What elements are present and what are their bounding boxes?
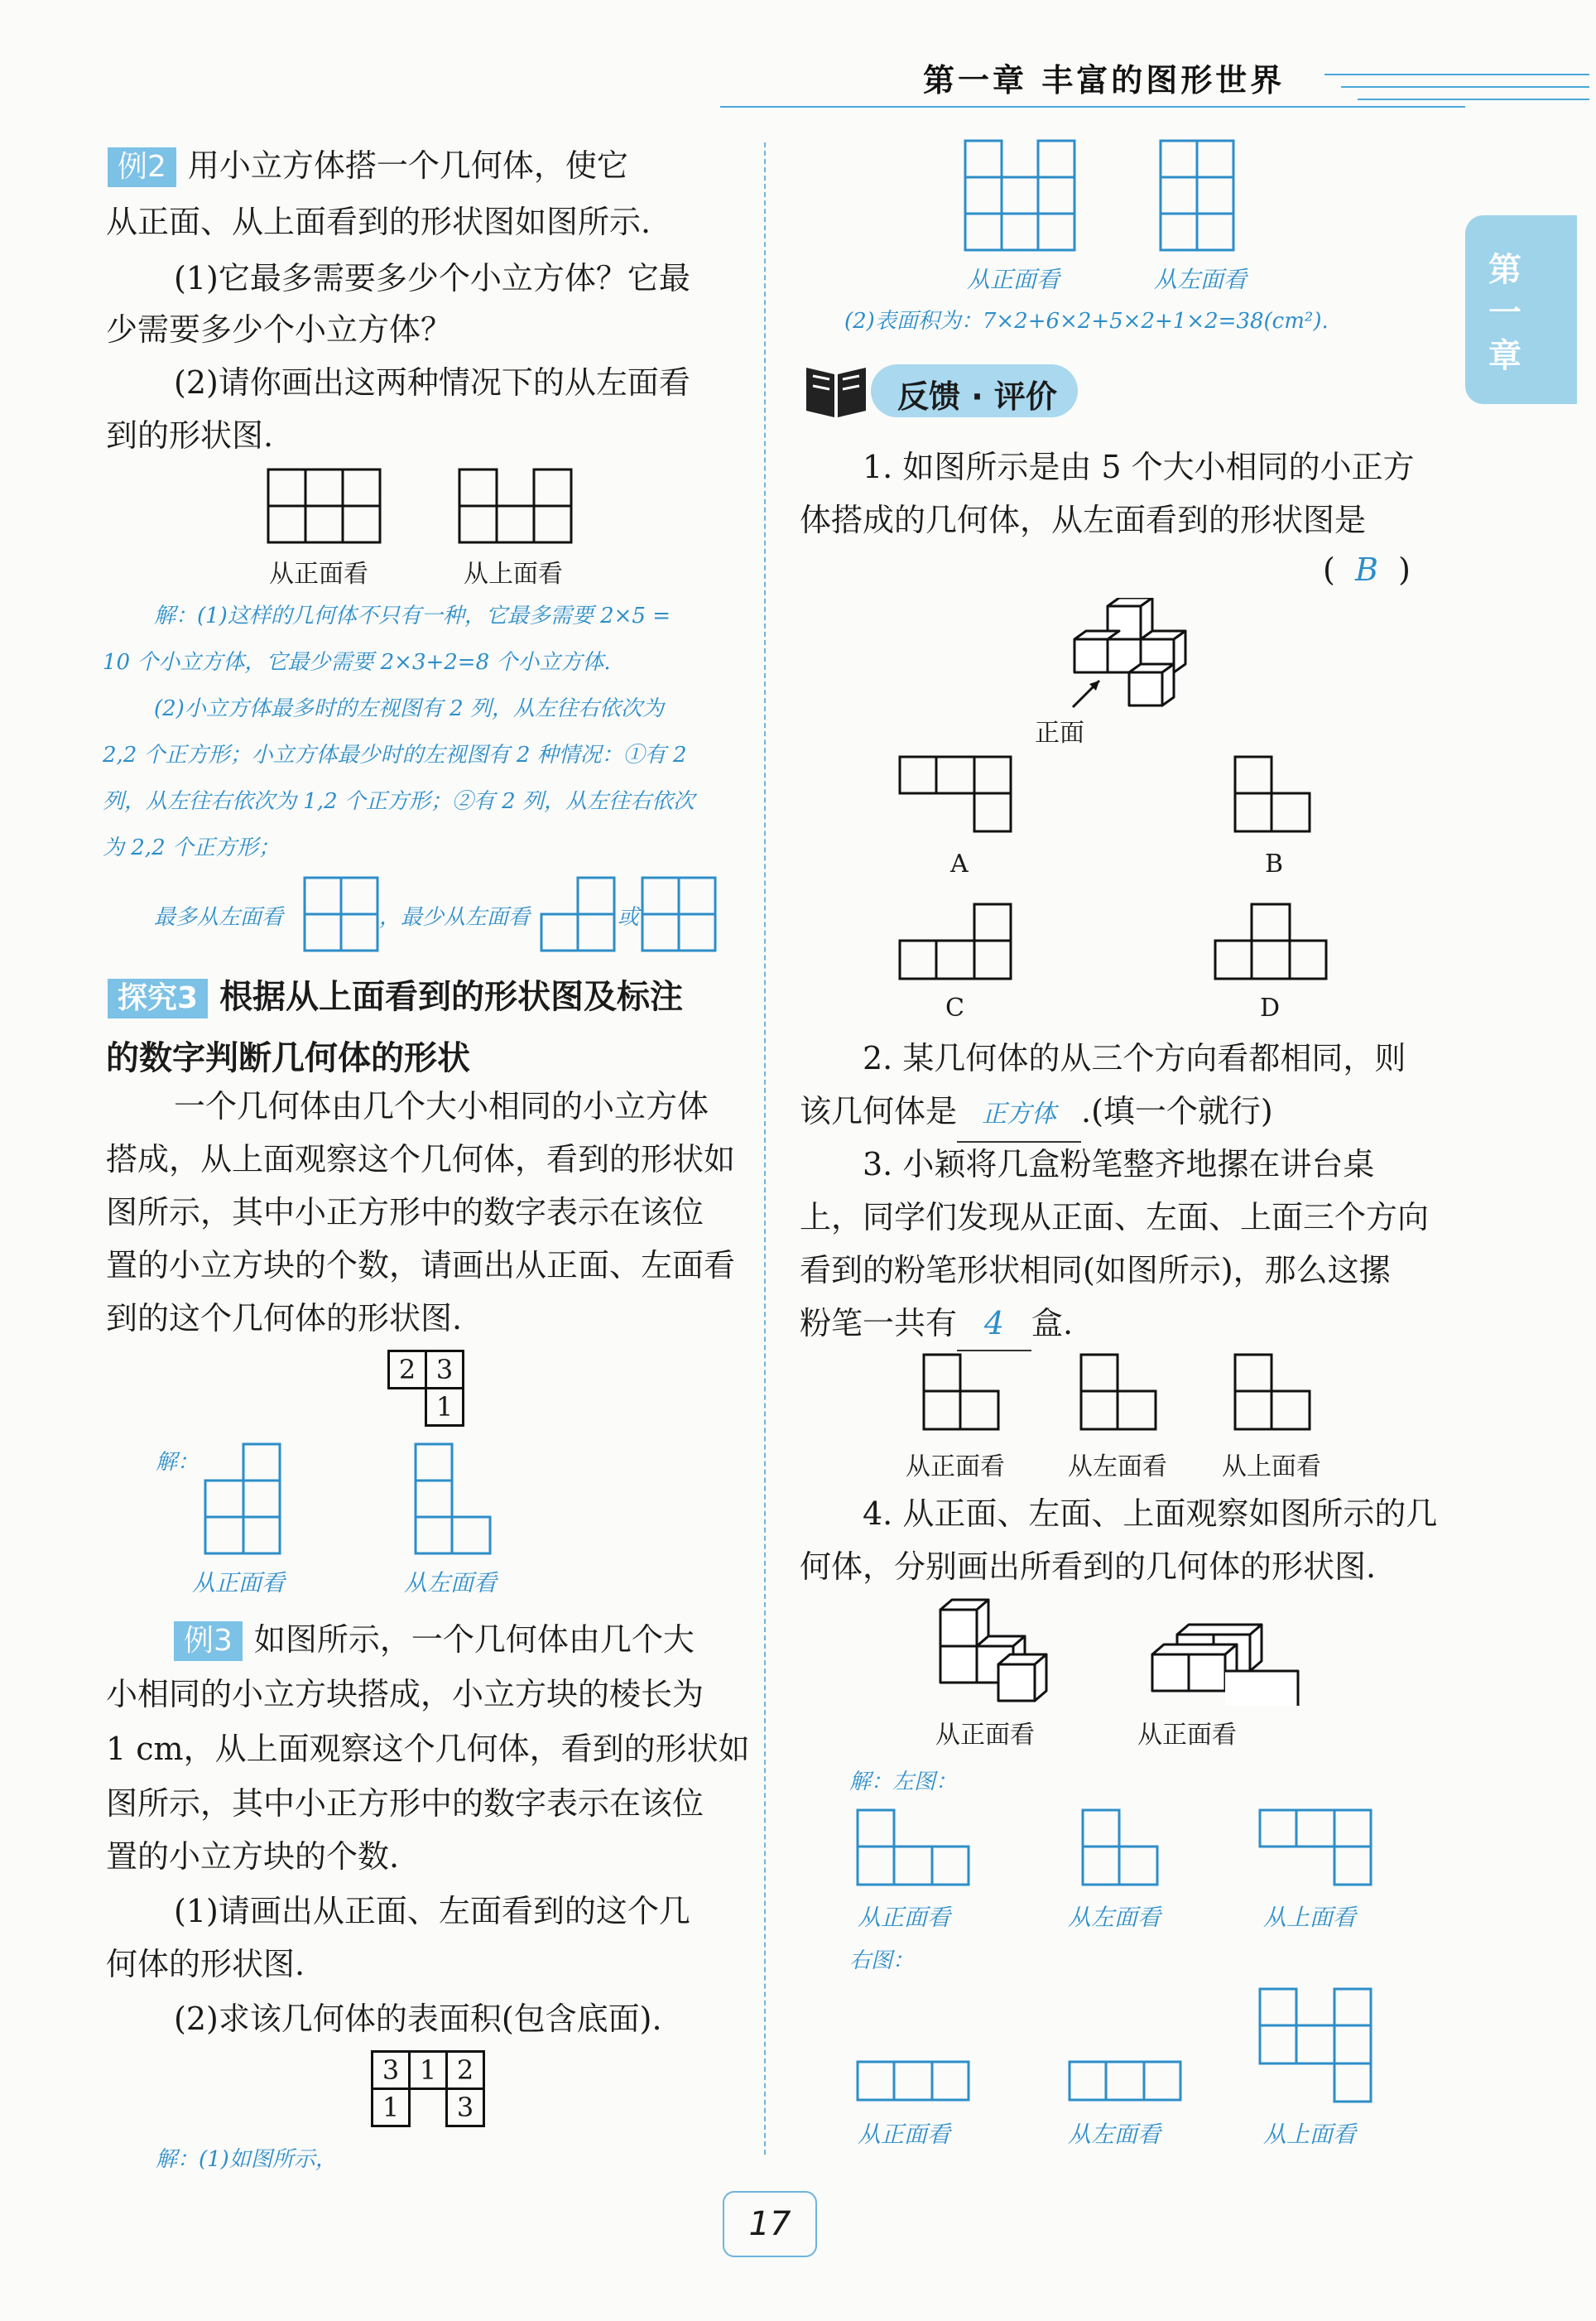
grid-cell: 3 xyxy=(425,1350,464,1389)
exploration3-heading-line2: 的数字判断几何体的形状 xyxy=(106,1039,470,1077)
book-icon xyxy=(801,358,871,424)
grid-cell: 3 xyxy=(371,2050,411,2090)
example2-top-view xyxy=(458,468,574,547)
example3-text-line: 置的小立方块的个数. xyxy=(106,1838,400,1875)
q4-solution-right-label: 右图： xyxy=(849,1948,915,1973)
exploration3-solution-label: 解： xyxy=(156,1450,200,1475)
exploration3-caption-left: 从左面看 xyxy=(404,1569,498,1596)
example2-solution-line: 列，从左往右依次为 1,2 个正方形；②有 2 列，从左往右依次 xyxy=(103,789,695,814)
exploration3-text-line: 一个几何体由几个大小相同的小立方体 xyxy=(174,1088,709,1124)
example2-line1 xyxy=(108,139,628,192)
exploration3-left-view xyxy=(412,1442,495,1558)
exploration3-text-line: 搭成，从上面观察这个几何体，看到的形状如 xyxy=(106,1141,736,1177)
q4-left-left-view xyxy=(1081,1808,1161,1888)
q1-option-d-label: D xyxy=(1260,994,1281,1023)
q4-view-caption: 从左面看 xyxy=(1068,1904,1161,1931)
q3-left-view xyxy=(1079,1353,1159,1433)
grid-cell: 1 xyxy=(425,1387,464,1427)
example2-caption-top: 从上面看 xyxy=(464,560,563,589)
q3-text-line: 3. 小颖将几盒粉笔整齐地摞在讲台桌 xyxy=(863,1146,1375,1182)
example2-q2-line1: (2)请你画出这两种情况下的从左面看 xyxy=(174,364,690,401)
example3-text-line: 图所示，其中小正方形中的数字表示在该位 xyxy=(106,1785,704,1822)
example2-solution-line: (2)小立方体最多时的左视图有 2 列，从左往右依次为 xyxy=(154,696,664,721)
q4-caption: 从正面看 xyxy=(935,1721,1035,1750)
example2-solution-line: 解：(1)这样的几何体不只有一种，它最多需要 2×5 = xyxy=(154,604,671,628)
q4-caption: 从正面看 xyxy=(1137,1721,1237,1750)
side-tab-label: 第一章 xyxy=(1488,251,1521,375)
example3-q1-line1: (1)请画出从正面、左面看到的这个几 xyxy=(174,1893,690,1929)
example3-q1-line2: 何体的形状图. xyxy=(106,1946,305,1982)
q1-answer-bracket: ( B ) xyxy=(1323,551,1411,588)
least-left-view-2 xyxy=(639,876,722,956)
grid-cell: 2 xyxy=(445,2050,485,2090)
grid-cell: 3 xyxy=(445,2087,485,2127)
example2-solution-line: 为 2,2 个正方形； xyxy=(103,835,280,860)
q3-caption: 从左面看 xyxy=(1068,1452,1167,1481)
q3-caption: 从上面看 xyxy=(1222,1452,1321,1481)
exploration3-caption-front: 从正面看 xyxy=(192,1569,286,1596)
q4-view-caption: 从上面看 xyxy=(1263,2121,1357,2148)
q2-suffix: .(填一个就行) xyxy=(1081,1093,1273,1129)
q1-option-b-figure xyxy=(1233,755,1313,835)
most-left-view xyxy=(301,876,384,956)
least-left-view-1 xyxy=(538,876,621,956)
page-number: 17 xyxy=(723,2191,817,2257)
example2-solution-line: 2,2 个正方形；小立方体最少时的左视图有 2 种情况：①有 2 xyxy=(103,743,687,768)
or-label: 或 xyxy=(618,905,640,930)
example3-text-line: 1 cm，从上面观察这个几何体，看到的形状如 xyxy=(106,1731,750,1767)
q2-line1: 2. 某几何体的从三个方向看都相同，则 xyxy=(863,1040,1406,1076)
exploration3-text-line: 图所示，其中小正方形中的数字表示在该位 xyxy=(106,1194,704,1230)
q3-top-view xyxy=(1233,1353,1313,1433)
q3-text-line: 上，同学们发现从正面、左面、上面三个方向 xyxy=(800,1199,1430,1235)
example2-solution-line: 10 个小立方体，它最少需要 2×3+2=8 个小立方体. xyxy=(103,650,611,675)
q1-answer: B xyxy=(1354,551,1378,588)
exploration3-top-grid xyxy=(387,1350,464,1426)
q4-right-solid xyxy=(1147,1623,1313,1706)
q1-option-a-figure xyxy=(898,755,1014,835)
example3-solution: 解：(1)如图所示， xyxy=(156,2147,337,2172)
exploration3-text-line: 到的这个几何体的形状图. xyxy=(106,1300,463,1336)
q4-right-left-view xyxy=(1068,2060,1184,2105)
q2-answer-blank: 正方体 xyxy=(957,1088,1081,1143)
q3-answer-blank: 4 xyxy=(957,1297,1031,1351)
example3-text-line: 小相同的小立方块搭成，小立方块的棱长为 xyxy=(106,1676,704,1712)
least-left-view-label: ，最少从左面看 xyxy=(379,905,531,930)
q1-option-c-label: C xyxy=(945,994,964,1023)
example2-caption-front: 从正面看 xyxy=(269,560,368,589)
q1-line2: 体搭成的几何体，从左面看到的形状图是 xyxy=(800,502,1367,538)
exploration3-heading-line1 xyxy=(108,970,683,1018)
example3-caption-front: 从正面看 xyxy=(967,266,1060,293)
side-chapter-tab xyxy=(1465,215,1577,404)
q4-view-caption: 从上面看 xyxy=(1263,1904,1357,1931)
q4-view-caption: 从左面看 xyxy=(1068,2121,1161,2148)
grid-cell: 2 xyxy=(387,1350,427,1389)
q3-front-view xyxy=(922,1353,1002,1433)
q3-suffix: 盒. xyxy=(1031,1305,1074,1341)
q3-text-line: 看到的粉笔形状相同(如图所示)，那么这摞 xyxy=(800,1252,1391,1288)
example3-text: 如图所示，一个几何体由几个大 xyxy=(253,1621,695,1658)
q4-line1: 4. 从正面、左面、上面观察如图所示的几 xyxy=(863,1495,1438,1532)
example2-line2: 从正面、从上面看到的形状图如图所示. xyxy=(106,204,651,240)
q1-line1: 1. 如图所示是由 5 个大小相同的小正方 xyxy=(863,449,1415,485)
example3-front-view xyxy=(962,137,1078,253)
example2-tag: 例2 xyxy=(108,147,176,187)
example3-top-grid xyxy=(371,2050,487,2126)
q3-line4 xyxy=(800,1297,1073,1351)
q4-solution-left-label: 解：左图： xyxy=(849,1770,958,1794)
q4-view-caption: 从正面看 xyxy=(858,1904,951,1931)
q1-option-b-label: B xyxy=(1265,850,1284,879)
q4-right-top-view xyxy=(1258,1987,1374,2105)
q4-view-caption: 从正面看 xyxy=(858,2121,951,2148)
example2-q1-line1: (1)它最多需要多少个小立方体？它最 xyxy=(174,260,690,296)
chapter-title: 第一章 丰富的图形世界 xyxy=(923,62,1286,99)
example2-front-view xyxy=(267,468,382,547)
example3-q2: (2)求该几何体的表面积(包含底面). xyxy=(174,2001,662,2037)
example2-q2-line2: 到的形状图. xyxy=(106,417,274,454)
q1-option-a-label: A xyxy=(950,850,969,879)
q4-left-front-view xyxy=(856,1808,972,1888)
exploration3-tag: 探究3 xyxy=(108,979,208,1018)
q1-option-c-figure xyxy=(898,903,1014,982)
example3-caption-left: 从左面看 xyxy=(1154,266,1247,293)
arrow-icon xyxy=(1068,671,1109,712)
grid-cell: 1 xyxy=(371,2087,411,2127)
column-divider xyxy=(764,142,766,2155)
q2-prefix: 该几何体是 xyxy=(800,1093,958,1129)
q2-line2 xyxy=(800,1085,1273,1143)
exploration3-heading-text: 根据从上面看到的形状图及标注 xyxy=(219,978,684,1016)
q4-line2: 何体，分别画出所看到的几何体的形状图. xyxy=(800,1548,1377,1585)
example3-tag: 例3 xyxy=(174,1621,243,1661)
q4-left-solid xyxy=(935,1598,1076,1706)
example3-line1 xyxy=(174,1613,695,1666)
exploration3-front-view xyxy=(202,1442,285,1558)
most-left-view-label: 最多从左面看 xyxy=(154,905,284,930)
example2-text: 用小立方体搭一个几何体，使它 xyxy=(187,147,628,184)
q1-option-d-figure xyxy=(1214,903,1329,982)
header-decoration-icon xyxy=(1324,58,1589,116)
feedback-title: 反馈 · 评价 xyxy=(897,378,1057,415)
exploration3-text-line: 置的小立方块的个数，请画出从正面、左面看 xyxy=(106,1247,736,1283)
q3-prefix: 粉笔一共有 xyxy=(800,1305,958,1341)
q1-front-label: 正面 xyxy=(1035,719,1084,748)
grid-cell: 1 xyxy=(408,2050,448,2090)
q4-left-top-view xyxy=(1258,1808,1374,1888)
q3-caption: 从正面看 xyxy=(906,1452,1005,1481)
q4-right-front-view xyxy=(856,2060,972,2105)
example2-q1-line2: 少需要多少个小立方体？ xyxy=(106,311,453,348)
example3-left-view xyxy=(1157,137,1240,253)
surface-area-solution: (2)表面积为：7×2+6×2+5×2+1×2=38(cm²). xyxy=(844,309,1329,334)
